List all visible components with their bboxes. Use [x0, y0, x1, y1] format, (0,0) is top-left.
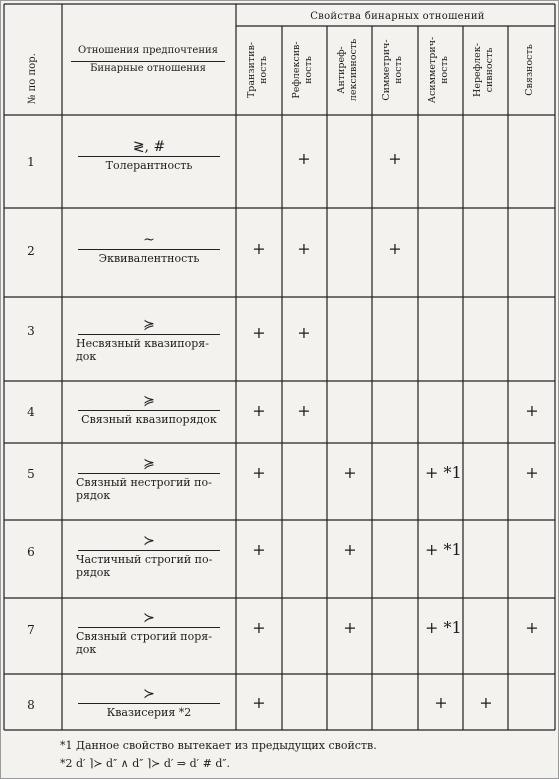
col-header-line1: Транзитив-: [246, 41, 257, 99]
relation-divider: [78, 703, 220, 704]
col-header-line1: Связность: [524, 44, 535, 96]
mark-asymmetry: + *1: [425, 540, 462, 559]
relation-symbol: ≽: [143, 456, 155, 472]
relation-header-line-1: Отношения предпочтения: [78, 45, 218, 56]
relation-cell: [66, 686, 232, 719]
relation-symbol: ≷, #: [132, 139, 166, 155]
mark-symmetry: +: [388, 239, 402, 258]
row-number: 1: [27, 155, 35, 169]
mark-antireflexivity: +: [343, 618, 357, 637]
mark-nonreflexivity: +: [479, 693, 493, 712]
relation-symbol: ≽: [143, 393, 155, 409]
relation-divider: [78, 410, 220, 411]
relation-symbol: ≻: [143, 610, 155, 626]
row-number: 5: [27, 467, 35, 481]
properties-header: Свойства бинарных отношений: [310, 11, 485, 22]
mark-reflexivity: +: [297, 323, 311, 342]
col-header-line2: ность: [303, 56, 314, 84]
col-header-line1: Асимметрич-: [427, 36, 438, 104]
relation-name: Толерантность: [105, 159, 193, 172]
relation-cell: [66, 317, 232, 363]
relation-name: Частичный строгий по-рядок: [76, 553, 213, 579]
relation-name: Связный строгий поря-док: [76, 630, 212, 656]
relation-symbol: ≻: [143, 533, 155, 549]
mark-connectedness: +: [525, 401, 539, 420]
col-header-line1: Рефлексив-: [291, 41, 302, 99]
mark-asymmetry: + *1: [425, 463, 462, 482]
relation-divider: [78, 627, 220, 628]
relation-divider: [78, 156, 220, 157]
relation-cell: [66, 533, 232, 579]
relation-cell: [66, 393, 232, 426]
col-header-line2: ность: [258, 56, 269, 84]
mark-transitivity: +: [252, 239, 266, 258]
relation-name: Эквивалентность: [98, 252, 200, 265]
row-number: 4: [27, 405, 35, 419]
relation-divider: [78, 473, 220, 474]
mark-transitivity: +: [252, 323, 266, 342]
mark-transitivity: +: [252, 401, 266, 420]
relation-cell: [66, 232, 232, 265]
relation-cell: [66, 139, 232, 172]
mark-symmetry: +: [388, 149, 402, 168]
relation-divider: [78, 249, 220, 250]
col-header-line2: ность: [393, 56, 404, 84]
col-header-line2: сивность: [484, 47, 495, 93]
col-header-line1: Симметрич-: [381, 39, 392, 101]
row-number: 7: [27, 623, 35, 637]
col-header-line2: ность: [439, 56, 450, 84]
relation-symbol: ~: [143, 232, 155, 248]
relation-name: Связный квазипорядок: [81, 413, 217, 426]
relation-cell: [66, 610, 232, 656]
footnote-2: *2 d′ ⌉≻ d″ ∧ d″ ⌉≻ d′ ⇒ d′ # d″.: [60, 757, 231, 770]
mark-transitivity: +: [252, 540, 266, 559]
row-number: 2: [27, 244, 35, 258]
relation-column-header: [63, 44, 233, 76]
col-header-line2: лексивность: [348, 38, 359, 102]
mark-reflexivity: +: [297, 149, 311, 168]
col-header-line1: Антиреф-: [336, 46, 347, 94]
relation-divider: [78, 334, 220, 335]
row-number-header: № по пор.: [27, 53, 38, 104]
mark-connectedness: +: [525, 463, 539, 482]
relation-header-line-2: Бинарные отношения: [90, 63, 206, 74]
mark-reflexivity: +: [297, 239, 311, 258]
mark-antireflexivity: +: [343, 463, 357, 482]
row-number: 6: [27, 545, 35, 559]
relation-name: Связный нестрогий по-рядок: [76, 476, 212, 502]
row-number: 3: [27, 324, 35, 338]
mark-asymmetry: +: [434, 693, 448, 712]
relation-name: Несвязный квазипоря-док: [76, 337, 209, 363]
mark-connectedness: +: [525, 618, 539, 637]
footnote-1: *1 Данное свойство вытекает из предыдущих свойств.: [60, 739, 377, 752]
relation-cell: [66, 456, 232, 502]
relation-name: Квазисерия *2: [106, 706, 192, 719]
mark-asymmetry: + *1: [425, 618, 462, 637]
mark-transitivity: +: [252, 463, 266, 482]
col-header-line1: Нерефлек-: [472, 43, 483, 97]
relation-symbol: ≻: [143, 686, 155, 702]
mark-transitivity: +: [252, 693, 266, 712]
row-number: 8: [27, 698, 35, 712]
mark-reflexivity: +: [297, 401, 311, 420]
mark-transitivity: +: [252, 618, 266, 637]
relation-symbol: ≽: [143, 317, 155, 333]
relation-divider: [78, 550, 220, 551]
mark-antireflexivity: +: [343, 540, 357, 559]
